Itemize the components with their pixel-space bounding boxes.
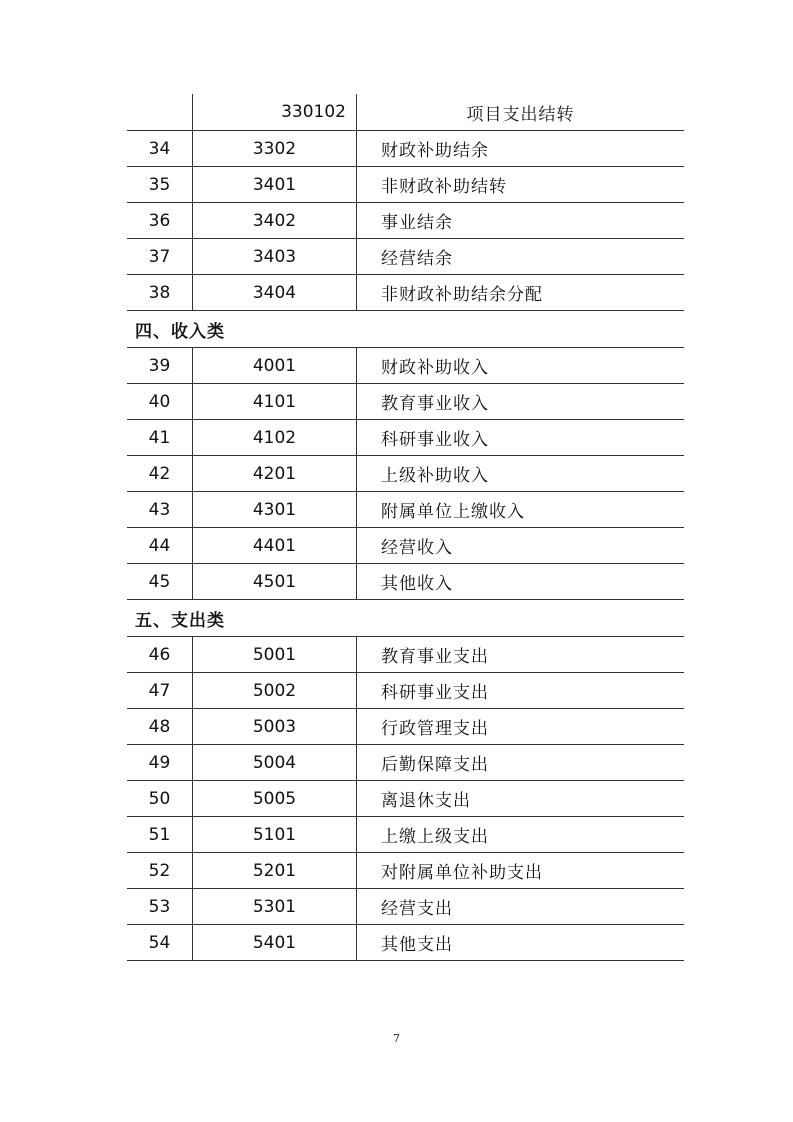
account-name: 教育事业支出 [381, 647, 489, 667]
table-row [127, 384, 684, 420]
account-name: 非财政补助结余分配 [381, 285, 543, 305]
row-number: 43 [127, 492, 193, 527]
table-row [127, 853, 684, 889]
account-name: 经营收入 [381, 538, 453, 558]
row-number: 38 [127, 275, 193, 310]
table-row [127, 420, 684, 456]
row-number: 51 [127, 817, 193, 852]
row-number: 37 [127, 239, 193, 274]
row-number: 35 [127, 167, 193, 202]
row-number: 53 [127, 889, 193, 924]
account-code: 5001 [193, 637, 357, 672]
account-name: 财政补助结余 [381, 141, 489, 161]
table-row [127, 817, 684, 853]
table-row [127, 673, 684, 709]
table-row [127, 745, 684, 781]
row-number: 40 [127, 384, 193, 419]
account-code: 5005 [193, 781, 357, 816]
section-heading-income [127, 311, 684, 348]
row-number: 49 [127, 745, 193, 780]
account-name: 附属单位上缴收入 [381, 502, 525, 522]
table-row [127, 492, 684, 528]
account-code: 5002 [193, 673, 357, 708]
row-number: 47 [127, 673, 193, 708]
row-number: 41 [127, 420, 193, 455]
row-number: 45 [127, 564, 193, 599]
account-name: 科研事业收入 [381, 430, 489, 450]
account-code: 5003 [193, 709, 357, 744]
table-row [127, 709, 684, 745]
row-number [127, 94, 193, 130]
account-code: 5201 [193, 853, 357, 888]
account-code: 5301 [193, 889, 357, 924]
account-name: 非财政补助结转 [381, 177, 507, 197]
account-name: 科研事业支出 [381, 683, 489, 703]
table-row [127, 348, 684, 384]
account-name: 其他收入 [381, 574, 453, 594]
account-name: 事业结余 [381, 213, 453, 233]
account-code: 3403 [193, 239, 357, 274]
table-row [127, 203, 684, 239]
row-number: 34 [127, 131, 193, 166]
account-code-table [127, 94, 684, 961]
account-name: 教育事业收入 [381, 394, 489, 414]
table-row [127, 781, 684, 817]
account-name: 项目支出结转 [466, 104, 575, 125]
account-name: 后勤保障支出 [381, 755, 489, 775]
row-number: 52 [127, 853, 193, 888]
account-code: 3404 [193, 275, 357, 310]
row-number: 46 [127, 637, 193, 672]
row-number: 44 [127, 528, 193, 563]
table-row [127, 456, 684, 492]
account-code: 4501 [193, 564, 357, 599]
account-name: 财政补助收入 [381, 358, 489, 378]
account-code: 4101 [193, 384, 357, 419]
account-code: 5101 [193, 817, 357, 852]
row-number: 48 [127, 709, 193, 744]
row-number: 39 [127, 348, 193, 383]
account-code: 4102 [193, 420, 357, 455]
table-row [127, 94, 684, 131]
account-name: 上缴上级支出 [381, 827, 489, 847]
account-name: 行政管理支出 [381, 719, 489, 739]
table-row [127, 131, 684, 167]
account-name: 上级补助收入 [381, 466, 489, 486]
table-row [127, 275, 684, 311]
section-title: 四、收入类 [135, 321, 225, 342]
row-number: 42 [127, 456, 193, 491]
account-code: 3302 [193, 131, 357, 166]
account-name: 对附属单位补助支出 [381, 863, 543, 883]
account-name: 离退休支出 [381, 791, 471, 811]
account-code: 3402 [193, 203, 357, 238]
table-row [127, 239, 684, 275]
account-name: 其他支出 [381, 935, 453, 955]
account-name: 经营支出 [381, 899, 453, 919]
account-code: 4201 [193, 456, 357, 491]
table-row [127, 564, 684, 600]
row-number: 36 [127, 203, 193, 238]
section-title: 五、支出类 [135, 610, 225, 631]
row-number: 50 [127, 781, 193, 816]
table-row [127, 925, 684, 961]
account-code: 5401 [193, 925, 357, 960]
account-name: 经营结余 [381, 249, 453, 269]
account-code: 5004 [193, 745, 357, 780]
account-code: 330102 [193, 94, 357, 130]
row-number: 54 [127, 925, 193, 960]
section-heading-expense [127, 600, 684, 637]
account-code: 4401 [193, 528, 357, 563]
page-number: 7 [393, 1032, 400, 1045]
table-row [127, 637, 684, 673]
table-row [127, 167, 684, 203]
account-code: 3401 [193, 167, 357, 202]
account-code: 4001 [193, 348, 357, 383]
account-code: 4301 [193, 492, 357, 527]
table-row [127, 528, 684, 564]
table-row [127, 889, 684, 925]
